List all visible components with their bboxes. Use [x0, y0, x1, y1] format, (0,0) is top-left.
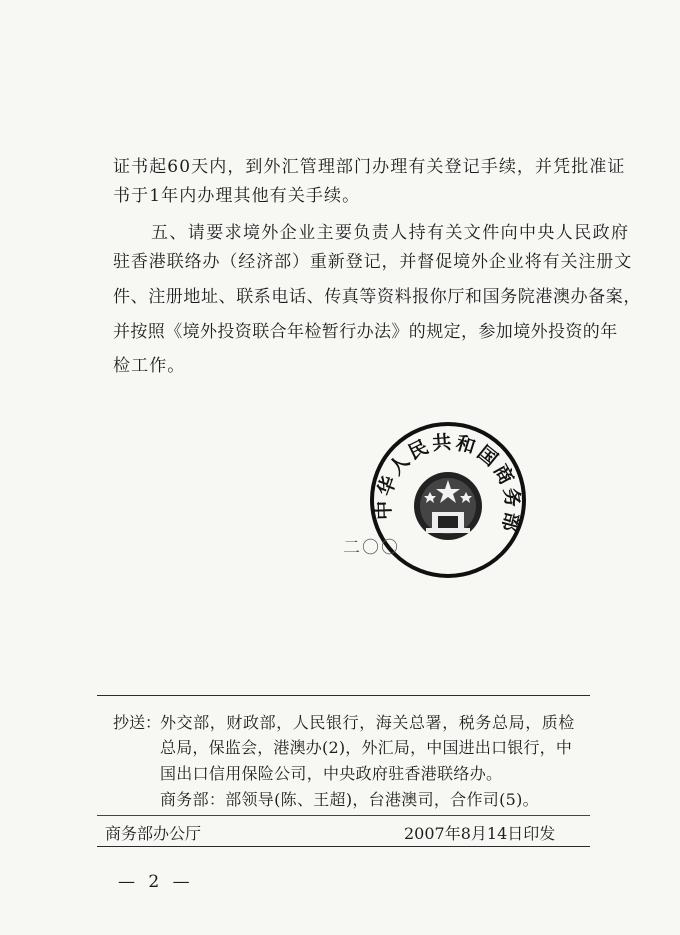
- body-line-2: 书于1年内办理其他有关手续。: [113, 186, 361, 206]
- issuer: 商务部办公厅: [105, 824, 202, 843]
- cc-line-3: 国出口信用保险公司，中央政府驻香港联络办。: [160, 764, 503, 783]
- cc-line-1: 外交部，财政部，人民银行，海关总署，税务总局，质检: [160, 713, 576, 732]
- top-rule: [97, 695, 590, 696]
- page-number: — 2 —: [118, 872, 194, 892]
- middle-rule: [97, 815, 590, 816]
- body-line-3: 五、请要求境外企业主要负责人持有关文件向中央人民政府: [151, 223, 630, 243]
- body-line-6: 并按照《境外投资联合年检暂行办法》的规定，参加境外投资的年: [113, 322, 618, 342]
- body-line-7: 检工作。: [113, 356, 186, 376]
- svg-text:中华人民共和国商务部: 中华人民共和国商务部: [372, 431, 524, 537]
- body-line-4: 驻香港联络办（经济部）重新登记，并督促境外企业将有关注册文: [113, 252, 633, 272]
- cc-line-2: 总局，保监会，港澳办(2)，外汇局，中国进出口银行，中: [160, 738, 573, 757]
- body-line-1: 证书起60天内，到外汇管理部门办理有关登记手续，并凭批准证: [113, 157, 626, 177]
- cc-label: 抄送：: [113, 713, 162, 732]
- cc-line-4: 商务部：部领导(陈、王超)，台港澳司，合作司(5)。: [160, 790, 539, 809]
- date-partial: 二〇〇: [343, 538, 400, 558]
- issue-date: 2007年8月14日印发: [404, 824, 556, 843]
- bottom-rule: [97, 846, 590, 847]
- body-line-5: 件、注册地址、联系电话、传真等资料报你厅和国务院港澳办备案，: [113, 287, 641, 307]
